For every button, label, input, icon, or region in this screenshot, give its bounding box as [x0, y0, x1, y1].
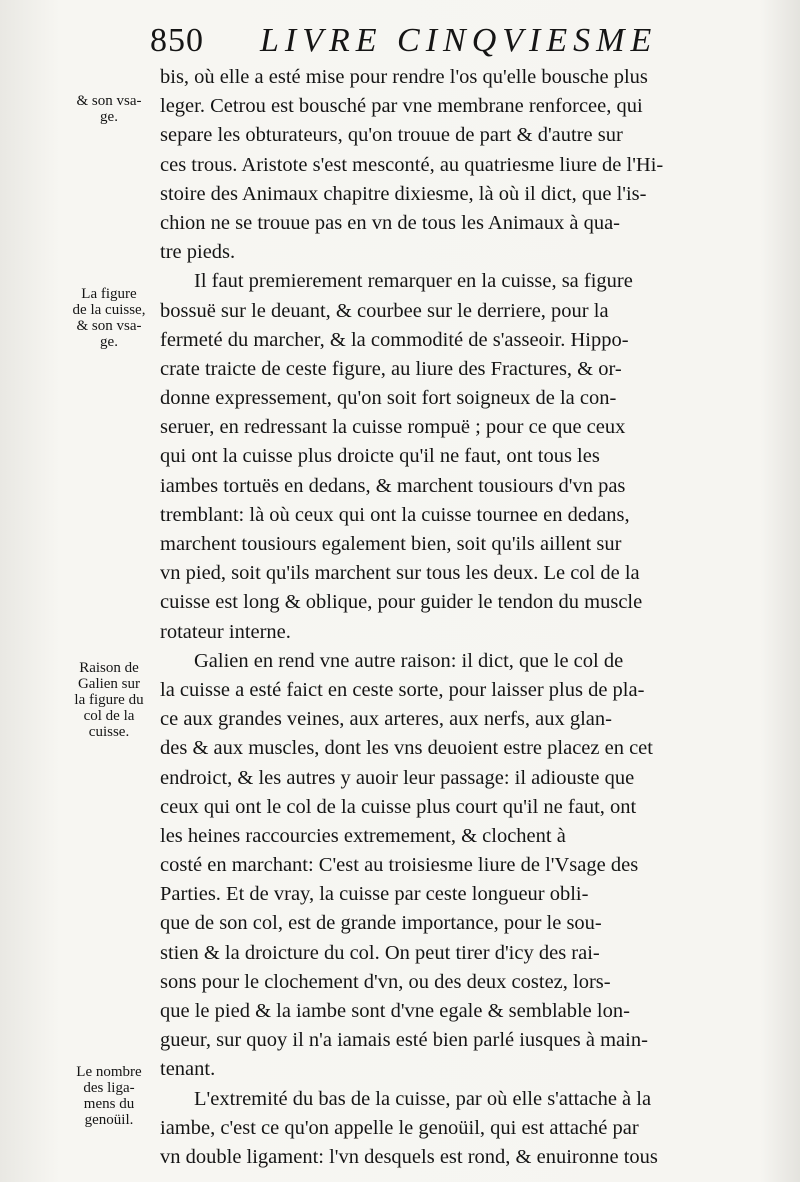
- running-title: LIVRE CINQVIESME: [260, 22, 658, 59]
- text-line: tenant.: [160, 1058, 216, 1081]
- margin-note: [62, 660, 156, 740]
- text-line: des & aux muscles, dont les vns deuoient estre placez en cet: [160, 737, 653, 760]
- text-line: que de son col, est de grande importance, pour le sou-: [160, 912, 602, 935]
- text-line: tremblant: là où ceux qui ont la cuisse tournee en dedans,: [160, 503, 630, 526]
- text-line: crate traicte de ceste figure, au liure des Fractures, & or-: [160, 357, 622, 380]
- text-line: qui ont la cuisse plus droicte qu'il ne faut, ont tous les: [160, 445, 600, 468]
- margin-note-line: la figure du: [74, 692, 144, 708]
- margin-note: [62, 1064, 156, 1128]
- margin-note-line: Le nombre: [76, 1064, 142, 1080]
- margin-note-line: des liga-: [83, 1080, 135, 1096]
- margin-note-line: mens du: [83, 1096, 135, 1112]
- text-line: ces trous. Aristote s'est mesconté, au quatriesme liure de l'Hi-: [160, 153, 664, 176]
- margin-note-line: de la cuisse,: [72, 302, 146, 318]
- margin-note: [62, 93, 156, 125]
- text-line: ce aux grandes veines, aux arteres, aux nerfs, aux glan-: [160, 708, 612, 731]
- margin-note-line: & son vsa-: [76, 318, 142, 334]
- text-line: chion ne se trouue pas en vn de tous les Animaux à qua-: [160, 211, 620, 234]
- text-line: Il faut premierement remarquer en la cuisse, sa figure: [194, 270, 633, 293]
- body-text: [160, 63, 772, 1172]
- margin-note-line: genoüil.: [84, 1112, 134, 1128]
- text-line: bossuë sur le deuant, & courbee sur le derriere, pour la: [160, 299, 609, 322]
- text-line: gueur, sur quoy il n'a iamais esté bien parlé iusques à main-: [160, 1029, 648, 1052]
- text-line: sons pour le clochement d'vn, ou des deux costez, lors-: [160, 970, 611, 993]
- text-line: costé en marchant: C'est au troisiesme liure de l'Vsage des: [160, 854, 639, 877]
- margin-note-line: col de la: [83, 708, 135, 724]
- page-number: 850: [150, 22, 204, 59]
- text-line: stoire des Animaux chapitre dixiesme, là où il dict, que l'is-: [160, 182, 647, 205]
- margin-note-line: La figure: [81, 286, 137, 302]
- text-line: leger. Cetrou est bousché par vne membrane renforcee, qui: [160, 95, 643, 118]
- text-line: iambe, c'est ce qu'on appelle le genoüil, qui est attaché par: [160, 1116, 639, 1139]
- margin-note-line: Galien sur: [77, 676, 141, 692]
- text-line: vn pied, soit qu'ils marchent sur tous les deux. Le col de la: [160, 562, 640, 585]
- text-line: endroict, & les autres y auoir leur passage: il adiouste que: [160, 766, 635, 789]
- text-line: rotateur interne.: [160, 620, 291, 643]
- page-header: [150, 18, 780, 66]
- text-line: la cuisse a esté faict en ceste sorte, pour laisser plus de pla-: [160, 678, 645, 701]
- margin-note-line: ge.: [100, 334, 118, 350]
- text-line: marchent tousiours egalement bien, soit qu'ils aillent sur: [160, 533, 622, 555]
- text-line: Galien en rend vne autre raison: il dict, que le col de: [194, 649, 624, 672]
- text-line: cuisse est long & oblique, pour guider le tendon du muscle: [160, 591, 643, 614]
- text-line: Parties. Et de vray, la cuisse par ceste longueur obli-: [160, 883, 589, 906]
- text-line: fermeté du marcher, & la commodité de s'asseoir. Hippo-: [160, 328, 629, 351]
- text-line: tre pieds.: [160, 241, 236, 264]
- text-line: stien & la droicture du col. On peut tirer d'icy des rai-: [160, 941, 600, 964]
- margin-note-line: ge.: [100, 109, 118, 125]
- text-line: separe les obturateurs, qu'on trouue de part & d'autre sur: [160, 124, 623, 147]
- margin-note-line: cuisse.: [88, 724, 130, 740]
- text-line: vn double ligament: l'vn desquels est rond, & enuironne tous: [160, 1145, 658, 1168]
- text-line: iambes tortuës en dedans, & marchent tousiours d'vn pas: [160, 474, 626, 497]
- text-line: ceux qui ont le col de la cuisse plus court qu'il ne faut, ont: [160, 795, 637, 818]
- text-line: que le pied & la iambe sont d'vne egale & semblable lon-: [160, 1000, 630, 1022]
- margin-note: [62, 286, 156, 350]
- margin-note-line: & son vsa-: [76, 93, 142, 109]
- text-line: les heines raccourcies extremement, & clochent à: [160, 824, 566, 847]
- text-line: donne expressement, qu'on soit fort soigneux de la con-: [160, 387, 617, 410]
- margin-note-line: Raison de: [79, 660, 139, 676]
- text-line: L'extremité du bas de la cuisse, par où elle s'attache à la: [194, 1087, 652, 1110]
- text-line: seruer, en redressant la cuisse rompuë ; pour ce que ceux: [160, 416, 626, 439]
- text-line: bis, où elle a esté mise pour rendre l'os qu'elle bousche plus: [160, 66, 648, 88]
